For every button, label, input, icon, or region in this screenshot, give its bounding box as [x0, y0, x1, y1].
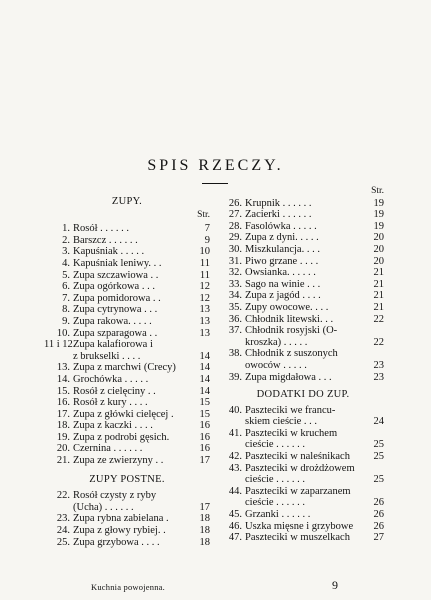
entry-title: Miszkulancja. . . .	[245, 243, 320, 255]
entry-title: Zupa cytrynowa . . .	[73, 304, 158, 316]
entry-page: 21	[373, 278, 384, 290]
entry-title: Zupy owocowe. . . .	[245, 301, 329, 313]
entry-page: 14	[199, 362, 210, 374]
entry-page: 19	[373, 209, 384, 221]
entry-title: Zupa migdałowa . . .	[245, 371, 332, 383]
toc-entry	[222, 244, 384, 256]
toc-entry	[222, 290, 384, 302]
entry-page: 20	[373, 232, 384, 244]
page-number: 9	[332, 578, 338, 592]
toc-entry	[222, 198, 384, 210]
toc-entry	[44, 420, 210, 432]
entry-number: 24.	[56, 525, 70, 537]
entry-number: 4.	[62, 257, 70, 269]
entry-title: Paszteciki we francu-	[245, 404, 336, 416]
toc-entry	[44, 293, 210, 305]
toc-entry	[44, 362, 210, 374]
entry-page: 17	[199, 501, 210, 513]
entry-page: 25	[373, 451, 384, 463]
toc-entry	[44, 223, 210, 235]
entry-title: skiem cieście . . .	[245, 416, 318, 428]
toc-entry	[44, 513, 210, 525]
entry-number: 11 i 12.	[44, 339, 76, 351]
entry-title: Paszteciki w kruchem	[245, 427, 338, 439]
entry-page: 18	[199, 513, 210, 525]
entry-number: 30.	[228, 243, 242, 255]
toc-entry	[222, 372, 384, 384]
entry-page: 17	[199, 455, 210, 467]
entry-page: 26	[373, 509, 384, 521]
entry-page: 23	[373, 371, 384, 383]
entry-page: 11	[199, 269, 210, 281]
entry-title: Paszteciki w muszelkach	[245, 532, 350, 544]
entry-title: Zupa ogórkowa . . .	[73, 281, 155, 293]
toc-entry	[222, 521, 384, 533]
entry-title: Zupa z marchwi (Crecy)	[73, 362, 176, 374]
entry-number: 22.	[56, 490, 70, 502]
entry-page	[368, 463, 384, 475]
entry-title: Uszka mięsne i grzybowe	[245, 520, 354, 532]
toc-entry	[44, 374, 210, 386]
toc-entry	[222, 348, 384, 360]
entry-number: 47.	[228, 532, 242, 544]
toc-entry	[44, 455, 210, 467]
entry-page: 26	[373, 520, 384, 532]
entry-number: 21.	[56, 455, 70, 467]
entry-title: Rosół . . . . . .	[73, 223, 130, 235]
entry-page	[368, 428, 384, 440]
entry-number: 42.	[228, 451, 242, 463]
entry-number: 34.	[228, 290, 242, 302]
entry-page: 21	[373, 290, 384, 302]
entry-title: Fasolówka . . . . .	[245, 220, 317, 232]
entry-page	[368, 325, 384, 337]
section-heading-soup-additions: DODATKI DO ZUP.	[256, 389, 350, 401]
toc-entry	[44, 525, 210, 537]
entry-page: 9	[204, 234, 210, 246]
entry-page: 26	[373, 497, 384, 509]
toc-entry	[44, 258, 210, 270]
entry-page: 13	[199, 315, 210, 327]
toc-list-lenten-soups	[44, 490, 210, 548]
toc-entry	[222, 209, 384, 221]
entry-title: Czernina . . . . . .	[73, 443, 143, 455]
entry-page: 16	[199, 420, 210, 432]
entry-title: owoców . . . . .	[245, 359, 307, 371]
entry-number: 44.	[228, 485, 242, 497]
entry-title: Zupa z główki cielęcej .	[73, 408, 174, 420]
entry-title: Barszcz . . . . . .	[73, 234, 138, 246]
section-heading-soups: ZUPY.	[111, 196, 143, 207]
entry-number: 5.	[62, 269, 70, 281]
entry-page: 13	[199, 304, 210, 316]
entry-number: 33.	[228, 278, 242, 290]
entry-number: 8.	[62, 304, 70, 316]
entry-number: 36.	[228, 313, 242, 325]
entry-page: 12	[199, 292, 210, 304]
entry-number: 20.	[56, 443, 70, 455]
entry-page	[368, 486, 384, 498]
entry-number: 29.	[228, 232, 242, 244]
entry-title: Grochówka . . . . .	[73, 373, 149, 385]
toc-entry	[222, 325, 384, 337]
entry-number: 40.	[228, 404, 242, 416]
entry-number: 39.	[228, 371, 242, 383]
entry-number: 28.	[228, 220, 242, 232]
entry-page: 25	[373, 474, 384, 486]
entry-title: Kapuśniak leniwy. . .	[73, 257, 162, 269]
entry-number: 6.	[62, 281, 70, 293]
toc-entry	[222, 509, 384, 521]
entry-number: 41.	[228, 427, 242, 439]
toc-entry-continuation	[222, 360, 384, 372]
entry-page: 22	[373, 313, 384, 325]
entry-page: 12	[199, 281, 210, 293]
entry-page: 20	[373, 243, 384, 255]
toc-entry	[222, 267, 384, 279]
entry-page: 22	[373, 336, 384, 348]
entry-title: Rosół z kury . . . .	[73, 397, 148, 409]
entry-title: Paszteciki w zaparzanem	[245, 485, 351, 497]
entry-page: 24	[373, 416, 384, 428]
entry-page: 21	[373, 267, 384, 279]
entry-title: Rosół czysty z ryby	[73, 490, 157, 502]
entry-number: 38.	[228, 348, 242, 360]
entry-title: (Ucha) . . . . . .	[73, 501, 134, 513]
entry-number: 9.	[62, 315, 70, 327]
entry-number: 32.	[228, 267, 242, 279]
entry-number: 7.	[62, 292, 70, 304]
entry-title: Zupa rybna zabielana .	[73, 513, 169, 525]
entry-page: 25	[373, 439, 384, 451]
toc-list-soups-continued	[222, 198, 384, 384]
entry-title: Zupa z kaczki . . . .	[73, 420, 153, 432]
entry-number: 46.	[228, 520, 242, 532]
entry-title: Chłodnik z suszonych	[245, 348, 338, 360]
book-title-footer: Kuchnia powojenna.	[91, 582, 165, 592]
entry-number: 14.	[56, 373, 70, 385]
entry-title: Grzanki . . . . . .	[245, 509, 311, 521]
entry-title: Zacierki . . . . . .	[245, 209, 312, 221]
entry-page: 18	[199, 536, 210, 548]
title-divider	[202, 183, 228, 184]
entry-title: Zupa szczawiowa . .	[73, 269, 159, 281]
toc-entry-continuation	[44, 502, 210, 514]
toc-entry	[44, 339, 210, 351]
toc-entry	[44, 270, 210, 282]
entry-page: 19	[373, 220, 384, 232]
entry-page: 15	[199, 408, 210, 420]
entry-page: 23	[373, 359, 384, 371]
toc-entry	[44, 443, 210, 455]
toc-entry	[44, 490, 210, 502]
entry-number: 17.	[56, 408, 70, 420]
entry-number: 2.	[62, 234, 70, 246]
toc-entry	[44, 304, 210, 316]
page-column-label: Str.	[197, 209, 210, 220]
entry-page: 27	[373, 532, 384, 544]
toc-entry	[222, 451, 384, 463]
entry-page: 15	[199, 397, 210, 409]
entry-page	[368, 348, 384, 360]
entry-title: Kapuśniak . . . . .	[73, 246, 145, 258]
entry-number: 43.	[228, 462, 242, 474]
entry-page: 21	[373, 301, 384, 313]
entry-title: Chłodnik rosyjski (O-	[245, 325, 338, 337]
toc-list-soup-additions	[222, 405, 384, 544]
entry-title: Zupa z jagód . . . .	[245, 290, 321, 302]
entry-number: 45.	[228, 509, 242, 521]
entry-title: cieście . . . . . .	[245, 439, 306, 451]
toc-entry	[222, 314, 384, 326]
toc-entry	[222, 486, 384, 498]
toc-entry-continuation	[222, 497, 384, 509]
entry-title: z brukselki . . . .	[73, 350, 141, 362]
entry-title: Krupnik . . . . . .	[245, 197, 312, 209]
toc-entry	[222, 428, 384, 440]
entry-title: Zupa z dyni. . . . .	[245, 232, 319, 244]
entry-page: 7	[204, 223, 210, 235]
entry-page: 11	[199, 257, 210, 269]
entry-number: 35.	[228, 301, 242, 313]
entry-page	[192, 339, 210, 351]
entry-title: Zupa z głowy rybiej. .	[73, 525, 166, 537]
toc-entry	[44, 537, 210, 549]
entry-number: 25.	[56, 536, 70, 548]
entry-number: 1.	[62, 223, 70, 235]
entry-number: 23.	[56, 513, 70, 525]
entry-number: 15.	[56, 385, 70, 397]
entry-title: Zupa kalafiorowa i	[73, 339, 153, 351]
entry-page	[368, 405, 384, 417]
entry-number: 19.	[56, 431, 70, 443]
section-heading-lenten-soups: ZUPY POSTNE.	[89, 473, 165, 485]
toc-right-column	[222, 186, 384, 544]
entry-title: Paszteciki w naleśnikach	[245, 451, 350, 463]
entry-title: Sago na winie . . .	[245, 278, 321, 290]
entry-page: 13	[199, 327, 210, 339]
entry-number: 31.	[228, 255, 242, 267]
toc-entry-continuation	[222, 416, 384, 428]
entry-title: Zupa rakowa. . . . .	[73, 315, 152, 327]
entry-page: 10	[199, 246, 210, 258]
toc-entry	[44, 316, 210, 328]
entry-page: 19	[373, 197, 384, 209]
toc-entry	[222, 221, 384, 233]
toc-entry	[44, 281, 210, 293]
toc-entry	[44, 432, 210, 444]
entry-page: 16	[199, 443, 210, 455]
toc-entry	[222, 405, 384, 417]
toc-list-soups	[44, 223, 210, 466]
toc-entry	[44, 246, 210, 258]
toc-entry	[222, 279, 384, 291]
toc-entry	[44, 328, 210, 340]
entry-title: Zupa grzybowa . . . .	[73, 536, 160, 548]
entry-page: 14	[199, 373, 210, 385]
entry-title: cieście . . . . . .	[245, 474, 306, 486]
toc-entry	[44, 386, 210, 398]
toc-entry	[44, 397, 210, 409]
entry-page: 20	[373, 255, 384, 267]
entry-number: 26.	[228, 197, 242, 209]
toc-entry	[222, 256, 384, 268]
page-title: SPIS RZECZY.	[147, 157, 284, 174]
entry-title: Rosół z cielęciny . .	[73, 385, 156, 397]
entry-number: 10.	[56, 327, 70, 339]
entry-page: 14	[199, 385, 210, 397]
toc-entry	[222, 232, 384, 244]
entry-title: Chłodnik litewski. . .	[245, 313, 334, 325]
toc-entry	[44, 409, 210, 421]
toc-entry-continuation	[44, 351, 210, 363]
toc-entry-continuation	[222, 439, 384, 451]
entry-title: Zupa ze zwierzyny . .	[73, 455, 164, 467]
entry-page: 18	[199, 525, 210, 537]
entry-title: Zupa z podrobi gęsich.	[73, 431, 170, 443]
entry-number: 27.	[228, 209, 242, 221]
entry-title: Paszteciki w drożdżowem	[245, 462, 355, 474]
toc-left-column	[44, 186, 210, 548]
entry-page: 16	[199, 431, 210, 443]
entry-title: Owsianka. . . . . .	[245, 267, 316, 279]
entry-number: 3.	[62, 246, 70, 258]
toc-entry	[222, 463, 384, 475]
entry-number: 37.	[228, 325, 242, 337]
entry-number: 13.	[56, 362, 70, 374]
entry-title: kroszka) . . . . .	[245, 336, 308, 348]
entry-page: 14	[199, 350, 210, 362]
page-column-label: Str.	[371, 186, 384, 196]
entry-number: 16.	[56, 397, 70, 409]
entry-page	[192, 490, 210, 502]
toc-entry	[222, 302, 384, 314]
toc-entry	[44, 235, 210, 247]
entry-title: Zupa pomidorowa . .	[73, 292, 161, 304]
entry-title: Piwo grzane . . . .	[245, 255, 319, 267]
toc-entry	[222, 532, 384, 544]
entry-title: cieście . . . . . .	[245, 497, 306, 509]
toc-entry-continuation	[222, 337, 384, 349]
toc-entry-continuation	[222, 474, 384, 486]
entry-title: Zupa szparagowa . .	[73, 327, 158, 339]
entry-number: 18.	[56, 420, 70, 432]
